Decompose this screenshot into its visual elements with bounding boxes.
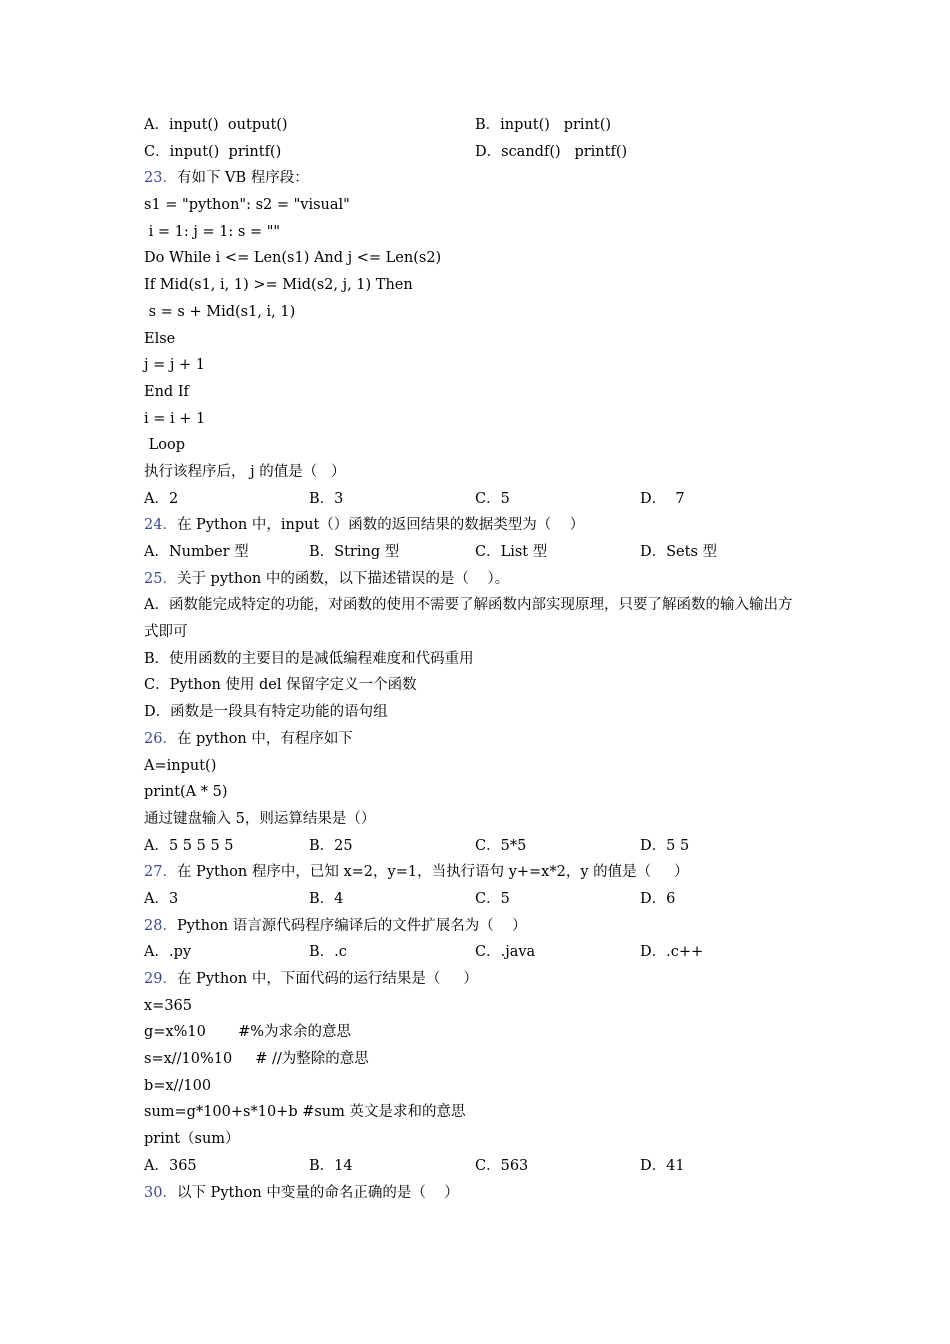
q29-code-line: s=x//10%10 # //为整除的意思 (144, 1051, 369, 1068)
q26-stem (144, 726, 824, 753)
q30-stem-text: 以下 Python 中变量的命名正确的是（ ） (176, 1184, 459, 1201)
q23-code-line: Do While i <= Len(s1) And j <= Len(s2) (144, 250, 442, 267)
q26-option-c[interactable]: C．5*5 (475, 837, 527, 854)
q28-stem (144, 913, 824, 940)
q29-stem-text: 在 Python 中，下面代码的运行结果是（ ） (176, 971, 478, 988)
q26-option-a[interactable]: A．5 5 5 5 5 (144, 837, 234, 854)
q27-number: 27． (144, 864, 177, 881)
q24-option-c[interactable]: C．List 型 (475, 544, 548, 560)
q23-option-d[interactable]: D． 7 (640, 490, 685, 507)
q23-code-line: i = 1: j = 1: s = "" (144, 223, 281, 240)
q30-number: 30． (144, 1184, 177, 1201)
q23-option-a[interactable]: A．2 (144, 490, 179, 507)
q27-option-c[interactable]: C．5 (475, 890, 510, 907)
q29-options (144, 1153, 824, 1180)
q23-question: 执行该程序后， j 的值是（ ） (144, 463, 346, 480)
q25-option-d[interactable]: D．函数是一段具有特定功能的语句组 (144, 704, 388, 721)
q23-code-line: End If (144, 383, 189, 400)
q29-option-b[interactable]: B．14 (309, 1157, 353, 1174)
q22-option-a[interactable]: A．input() output() (144, 117, 288, 133)
q26-code-line: print(A * 5) (144, 784, 228, 801)
q24-options (144, 539, 824, 566)
q25-option-b[interactable]: B．使用函数的主要目的是减低编程难度和代码重用 (144, 650, 474, 667)
q26-option-b[interactable]: B．25 (309, 837, 353, 854)
q23-option-c[interactable]: C．5 (475, 490, 510, 507)
q29-option-a[interactable]: A．365 (144, 1157, 197, 1174)
q28-option-d[interactable]: D．.c++ (640, 944, 704, 961)
q23-code-line: s = s + Mid(s1, i, 1) (144, 303, 296, 320)
q28-stem-text: Python 语言源代码程序编译后的文件扩展名为（ ） (176, 917, 527, 934)
q28-number: 28． (144, 917, 177, 934)
q26-stem-text: 在 python 中，有程序如下 (176, 730, 353, 747)
q28-option-b[interactable]: B．.c (309, 944, 347, 961)
q23-code-line: i = i + 1 (144, 410, 206, 427)
q23-options (144, 486, 824, 513)
q28-options (144, 939, 824, 966)
q26-options (144, 833, 824, 860)
q29-stem (144, 966, 824, 993)
q27-options (144, 886, 824, 913)
q23-code-line: Else (144, 330, 176, 347)
q29-number: 29． (144, 971, 177, 988)
q28-option-c[interactable]: C．.java (475, 944, 536, 961)
q23-code-line: s1 = "python": s2 = "visual" (144, 197, 350, 214)
q23-number: 23． (144, 170, 177, 187)
q25-stem-text: 关于 python 中的函数，以下描述错误的是（ ）。 (176, 570, 510, 587)
q25-option-a[interactable]: A．函数能完成特定的功能，对函数的使用不需要了解函数内部实现原理，只要了解函数的输入输出方式即可 (144, 597, 793, 641)
q29-code-line: g=x%10 #%为求余的意思 (144, 1024, 352, 1041)
q27-stem-text: 在 Python 程序中，已知 x=2，y=1，当执行语句 y+=x*2，y 的值是（ ） (176, 864, 689, 881)
q23-code-line: Loop (144, 437, 185, 454)
q26-code-line: A=input() (144, 757, 217, 774)
q28-option-a[interactable]: A．.py (144, 944, 192, 961)
q26-number: 26． (144, 730, 177, 747)
q25-option-c[interactable]: C．Python 使用 del 保留字定义一个函数 (144, 677, 417, 694)
q22-options-row-2 (144, 139, 824, 166)
q23-option-b[interactable]: B．3 (309, 490, 344, 507)
q29-option-d[interactable]: D．41 (640, 1157, 685, 1174)
q24-option-b[interactable]: B．String 型 (309, 544, 400, 560)
q24-stem-text: 在 Python 中，input（）函数的返回结果的数据类型为（ ） (176, 517, 585, 534)
q29-code-line: b=x//100 (144, 1077, 212, 1094)
q23-stem-text: 有如下 VB 程序段： (176, 170, 309, 187)
q25-number: 25． (144, 570, 177, 587)
q23-stem (144, 165, 824, 192)
q29-code-line: print（sum） (144, 1131, 240, 1148)
q22-option-b[interactable]: B．input() print() (475, 117, 612, 133)
document-page (144, 112, 824, 1206)
q27-stem (144, 859, 824, 886)
q27-option-a[interactable]: A．3 (144, 890, 179, 907)
q26-question: 通过键盘输入 5，则运算结果是（） (144, 810, 376, 827)
q29-option-c[interactable]: C．563 (475, 1157, 529, 1174)
q23-code-line: j = j + 1 (144, 357, 205, 374)
q23-code-line: If Mid(s1, i, 1) >= Mid(s2, j, 1) Then (144, 277, 413, 294)
q22-option-c[interactable]: C．input() printf() (144, 143, 282, 160)
q25-stem (144, 566, 824, 593)
q29-code-line: x=365 (144, 997, 193, 1014)
q27-option-b[interactable]: B．4 (309, 890, 344, 907)
q22-options-row-1 (144, 112, 824, 139)
q29-code-line: sum=g*100+s*10+b #sum 英文是求和的意思 (144, 1104, 466, 1121)
q22-option-d[interactable]: D．scandf() printf() (475, 143, 628, 160)
q27-option-d[interactable]: D．6 (640, 890, 676, 907)
q24-number: 24． (144, 517, 177, 534)
q26-option-d[interactable]: D．5 5 (640, 837, 690, 854)
q24-option-d[interactable]: D．Sets 型 (640, 544, 718, 560)
q30-stem (144, 1180, 824, 1207)
q24-option-a[interactable]: A．Number 型 (144, 544, 249, 560)
q24-stem (144, 512, 824, 539)
